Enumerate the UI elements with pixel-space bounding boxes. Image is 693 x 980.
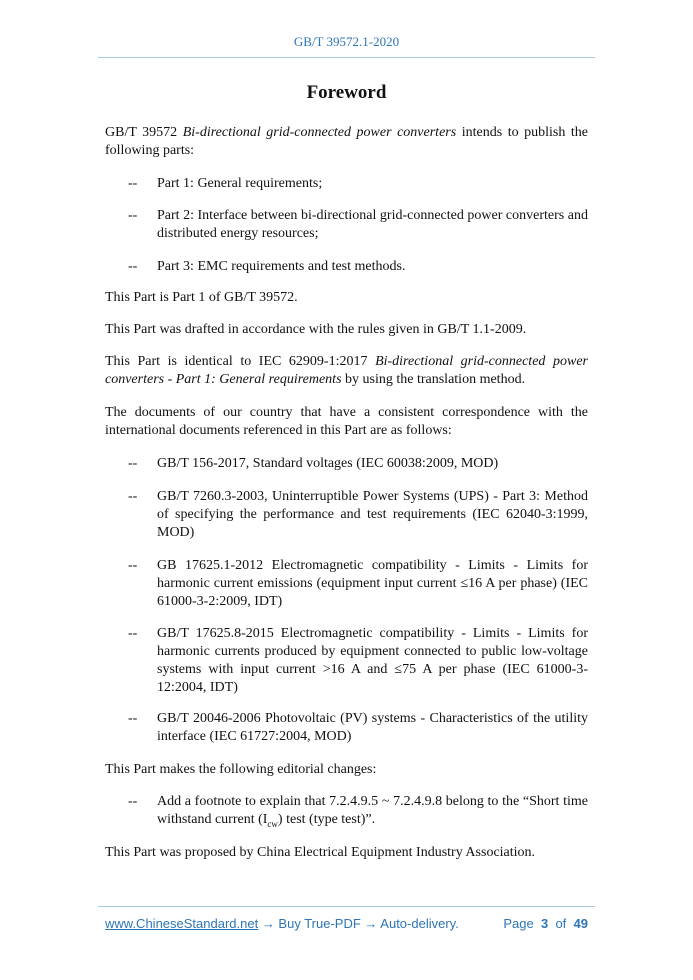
paragraph: This Part is Part 1 of GB/T 39572. [105,290,298,305]
list-item: -- GB/T 17625.8-2015 Electromagnetic compatibility - Limits - Limits for harmonic currents produced by equipment connected to public low-voltage systems with input current >16 A and ≤75 A per phase (IEC 61000-3-12:2004, IDT) [128,626,588,695]
list-item: -- Part 3: EMC requirements and test methods. [128,259,406,274]
intro-paragraph: GB/T 39572 Bi-directional grid-connected power converters intends to publish the following parts: [105,125,588,158]
list-item: -- Part 1: General requirements; [128,176,323,191]
list-item: -- GB/T 7260.3-2003, Uninterruptible Power Systems (UPS) - Part 3: Method of specifying the performance and test requirements (IEC 62040-3:1999, MOD) [128,489,588,540]
footer-rule [98,906,595,907]
paragraph: This Part makes the following editorial changes: [105,762,377,777]
footer [105,916,588,931]
paragraph: This Part was drafted in accordance with the rules given in GB/T 1.1-2009. [105,322,527,337]
list-item: -- GB/T 20046-2006 Photovoltaic (PV) systems - Characteristics of the utility interface (IEC 61727:2004, MOD) [128,711,588,744]
list-item: -- GB/T 156-2017, Standard voltages (IEC 60038:2009, MOD) [128,456,499,471]
header-doc-id: GB/T 39572.1-2020 [293,34,400,49]
paragraph: This Part is identical to IEC 62909-1:2017 Bi-directional grid-connected power converters - Part 1: General requirements by using the translation method. [105,354,588,387]
page-number: Page 3 of 49 [503,916,588,931]
header-rule [98,57,595,58]
list-item: -- Add a footnote to explain that 7.2.4.9.5 ~ 7.2.4.9.8 belong to the “Short time withstand current $(I_{cw})$ test (type test)”. [128,794,588,829]
list-item: -- GB 17625.1-2012 Electromagnetic compatibility - Limits - Limits for harmonic current emissions (equipment input current ≤16 A per phase) (IEC 61000-3-2:2009, IDT) [128,558,588,609]
paragraph: This Part was proposed by China Electrical Equipment Industry Association. [105,845,536,860]
website-link[interactable]: www.ChineseStandard.net [105,916,259,931]
footer-text: → Buy True-PDF → Auto-delivery. [258,916,459,931]
paragraph: The documents of our country that have a consistent correspondence with the international documents referenced in this Part are as follows: [105,405,588,438]
list-item: -- Part 2: Interface between bi-directional grid-connected power converters and distributed energy resources; [128,208,588,241]
page-title: Foreword [306,82,387,103]
